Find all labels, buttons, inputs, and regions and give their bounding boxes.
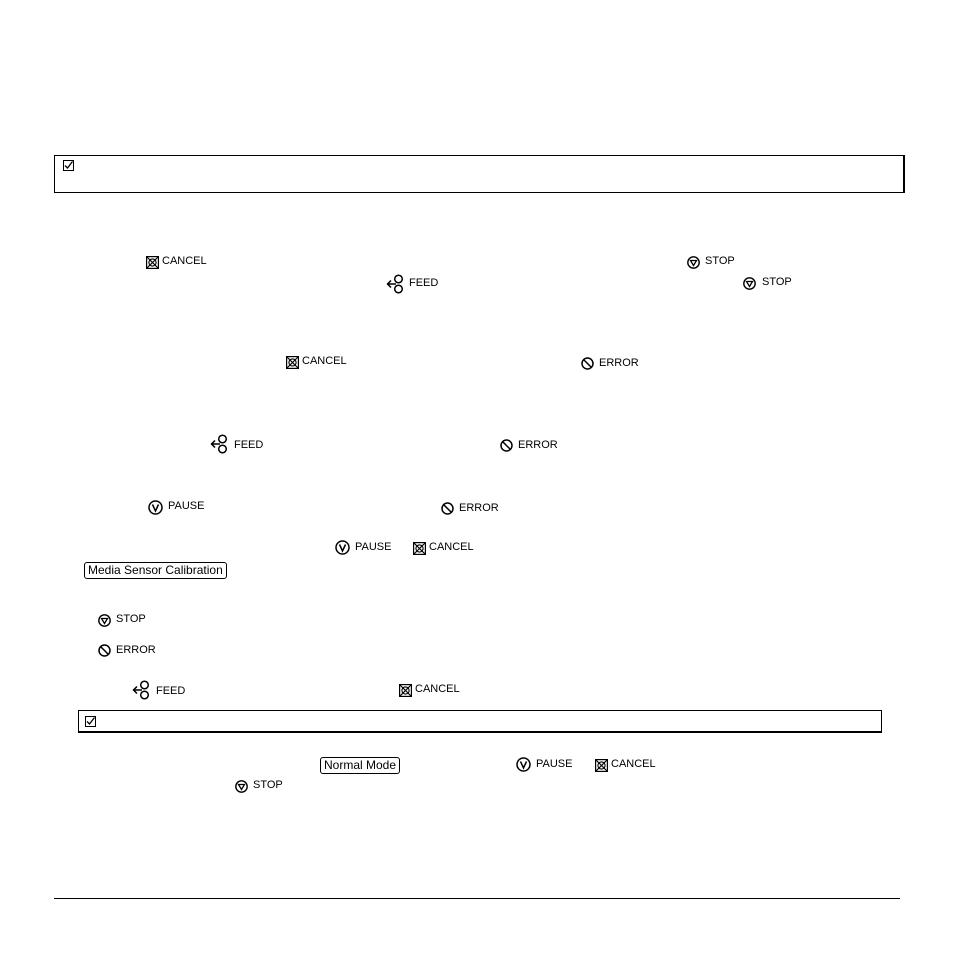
error-icon [98,644,111,657]
stop-label: STOP [762,276,792,288]
error-icon [441,502,454,515]
cancel-icon [399,684,412,697]
error-label: ERROR [116,644,156,656]
feed-icon [132,680,152,700]
feed-label: FEED [234,439,264,451]
error-label: ERROR [518,439,558,451]
checkbox-icon [85,716,96,727]
stop-label: STOP [705,255,735,267]
cancel-icon [595,759,608,772]
stop-icon [687,256,700,269]
pause-label: PAUSE [536,758,573,770]
pause-icon [335,540,350,555]
pause-label: PAUSE [168,500,205,512]
stop-label: STOP [253,779,283,791]
cancel-label: CANCEL [302,355,347,367]
pause-label: PAUSE [355,541,392,553]
pause-icon [148,500,163,515]
feed-icon [386,274,406,294]
error-icon [581,357,594,370]
stop-icon [98,614,111,627]
media-sensor-calibration-mode: Media Sensor Calibration [84,562,227,579]
checkbox-icon [63,160,74,171]
note-box [78,710,882,733]
pause-icon [516,757,531,772]
error-label: ERROR [599,357,639,369]
error-icon [500,439,513,452]
error-label: ERROR [459,502,499,514]
cancel-icon [286,356,299,369]
feed-label: FEED [156,685,186,697]
feed-icon [210,434,230,454]
normal-mode: Normal Mode [320,757,400,774]
stop-icon [235,780,248,793]
cancel-icon [146,256,159,269]
stop-label: STOP [116,613,146,625]
cancel-icon [413,542,426,555]
footer-rule [54,898,900,899]
cancel-label: CANCEL [415,683,460,695]
stop-icon [743,277,756,290]
cancel-label: CANCEL [611,758,656,770]
cancel-label: CANCEL [429,541,474,553]
feed-label: FEED [409,277,439,289]
note-box [54,155,905,193]
cancel-label: CANCEL [162,255,207,267]
